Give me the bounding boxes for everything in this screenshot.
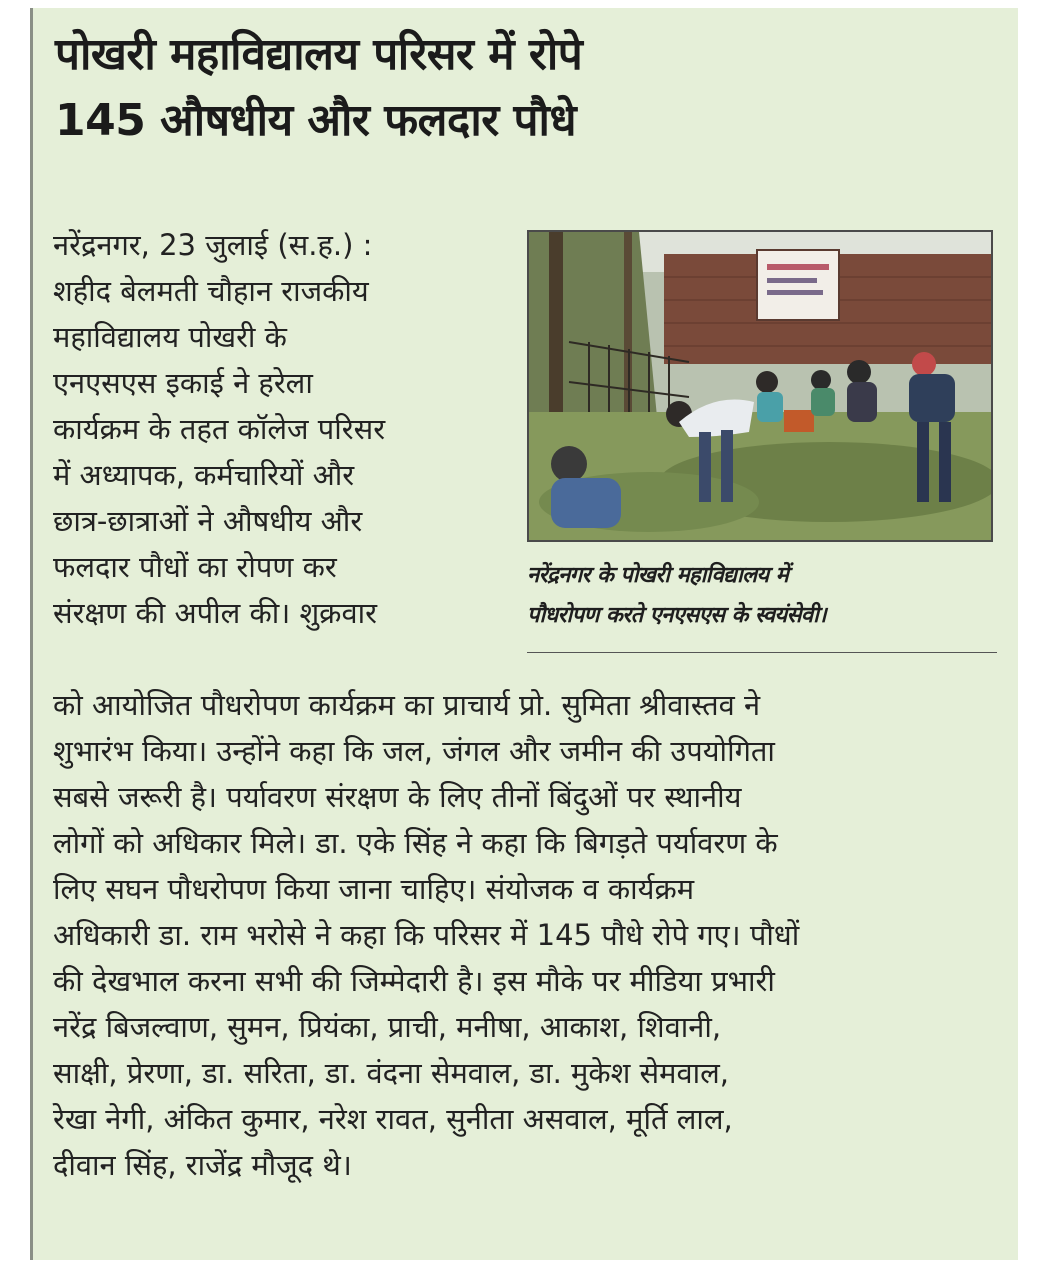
- headline-line-2: 145 औषधीय और फलदार पौधे: [55, 95, 577, 146]
- headline-line-1: पोखरी महाविद्यालय परिसर में रोपे: [55, 29, 583, 80]
- body-line: में अध्यापक, कर्मचारियों और: [53, 458, 355, 492]
- body-line: दीवान सिंह, राजेंद्र मौजूद थे।: [53, 1148, 352, 1182]
- photo-caption: [527, 556, 997, 636]
- article-body-full-width: [53, 682, 1013, 1188]
- body-line: महाविद्यालय पोखरी के: [53, 320, 287, 354]
- planting-photo-illustration: [529, 232, 991, 540]
- body-line: नरेंद्रनगर, 23 जुलाई (स.ह.) :: [53, 228, 373, 262]
- body-line: सबसे जरूरी है। पर्यावरण संरक्षण के लिए तीनों बिंदुओं पर स्थानीय: [53, 780, 742, 814]
- headline: [55, 22, 1005, 154]
- body-line: फलदार पौधों का रोपण कर: [53, 550, 337, 584]
- newspaper-clipping: [30, 8, 1018, 1260]
- body-line: शुभारंभ किया। उन्होंने कहा कि जल, जंगल और जमीन की उपयोगिता: [53, 734, 775, 768]
- body-line: की देखभाल करना सभी की जिम्मेदारी है। इस मौके पर मीडिया प्रभारी: [53, 964, 775, 998]
- news-photo: [527, 230, 993, 542]
- body-line: साक्षी, प्रेरणा, डा. सरिता, डा. वंदना सेमवाल, डा. मुकेश सेमवाल,: [53, 1056, 730, 1090]
- body-line: नरेंद्र बिजल्वाण, सुमन, प्रियंका, प्राची, मनीषा, आकाश, शिवानी,: [53, 1010, 722, 1044]
- body-line: को आयोजित पौधरोपण कार्यक्रम का प्राचार्य प्रो. सुमिता श्रीवास्तव ने: [53, 688, 761, 722]
- caption-divider: [527, 652, 997, 653]
- body-line: कार्यक्रम के तहत कॉलेज परिसर: [53, 412, 386, 446]
- body-line: छात्र-छात्राओं ने औषधीय और: [53, 504, 363, 538]
- body-line: लिए सघन पौधरोपण किया जाना चाहिए। संयोजक व कार्यक्रम: [53, 872, 695, 906]
- body-line: रेखा नेगी, अंकित कुमार, नरेश रावत, सुनीता असवाल, मूर्ति लाल,: [53, 1102, 733, 1136]
- body-line: शहीद बेलमती चौहान राजकीय: [53, 274, 369, 308]
- caption-line-2: पौधरोपण करते एनएसएस के स्वयंसेवी।: [527, 603, 826, 628]
- article-body-left-column: [53, 222, 523, 636]
- caption-line-1: नरेंद्रनगर के पोखरी महाविद्यालय में: [527, 563, 789, 588]
- body-line: संरक्षण की अपील की। शुक्रवार: [53, 596, 377, 630]
- body-line: एनएसएस इकाई ने हरेला: [53, 366, 313, 400]
- body-line: अधिकारी डा. राम भरोसे ने कहा कि परिसर में 145 पौधे रोपे गए। पौधों: [53, 918, 800, 952]
- body-line: लोगों को अधिकार मिले। डा. एके सिंह ने कहा कि बिगड़ते पर्यावरण के: [53, 826, 778, 860]
